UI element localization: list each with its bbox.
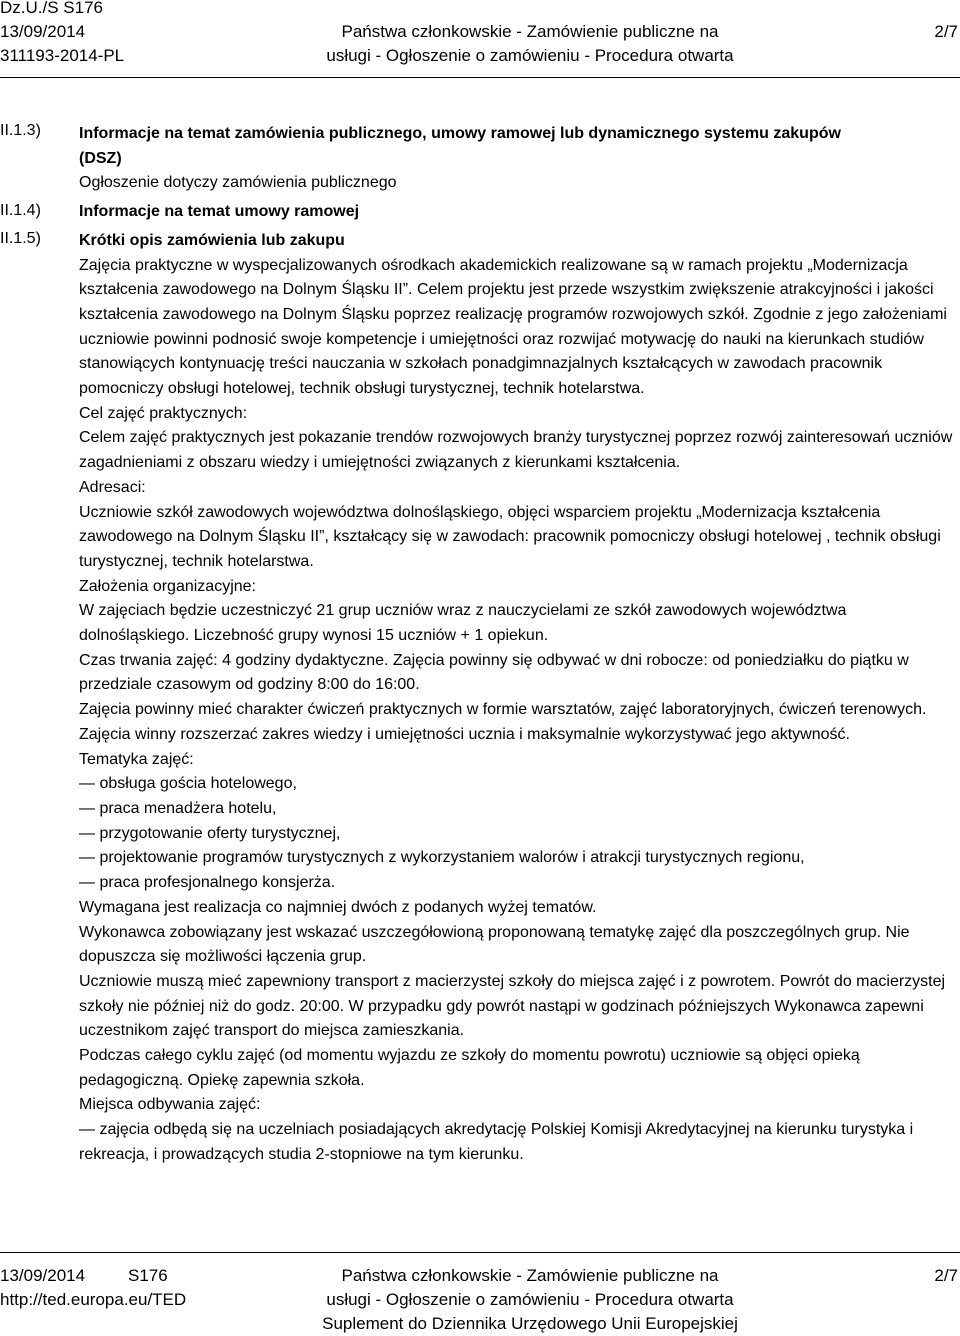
footer-title-line1: Państwa członkowskie - Zamówienie publiczne na [341,1266,719,1285]
page-footer [0,1252,960,1334]
journal-ref: Dz.U./S S176 [0,0,103,17]
heading-framework: Informacje na temat umowy ramowej [79,203,360,221]
heading-contract-info-line2: (DSZ) [79,149,122,167]
footer-series: S176 [128,1266,168,1285]
paragraph: Miejsca odbywania zajęć: [79,1096,261,1114]
page-header [0,0,960,72]
paragraph: Zajęcia praktyczne w wyspecjalizowanych ośrodkach akademickich realizowane są w ramach projektu „Modernizacja kształcenia zawodowego na Dolnym Śląsku II”. Celem projektu jest przede wszystkim zwiększenie atrakcyjności i jakości kształcenia zawodowego na Dolnym Śląsku poprzez realizację programów rozwojowych szkół. Zgodnie z jego założeniami uczniowie powinni podnosić swoje kompetencje i umiejętności oraz rozwijać motywację do nauki na kierunkach studiów stanowiących kontynuację treści nauczania w szkołach ponadgimnazjalnych kształcących w zawodach pracownik pomocniczy obsługi hotelowej, technik obsługi turystycznej, technik hotelarstwa. [79,256,947,398]
paragraph: Celem zajęć praktycznych jest pokazanie trendów rozwojowych branży turystycznej poprzez rozwój zainteresowań uczniów zagadnieniami z obszaru wiedzy i umiejętności związanych z kierunkami kształcenia. [79,429,953,472]
paragraph: Czas trwania zajęć: 4 godziny dydaktyczne. Zajęcia powinny się odbywać w dni robocze: od poniedziałku do piątku w przedziale czasowym od godziny 8:00 do 16:00. [79,651,909,694]
section-number-2-1-5: II.1.5) [0,230,41,247]
paragraph: Cel zajęć praktycznych: [79,404,248,422]
footer-url: http://ted.europa.eu/TED [0,1290,187,1309]
paragraph: Tematyka zajęć: [79,750,194,768]
paragraph: W zajęciach będzie uczestniczyć 21 grup uczniów wraz z nauczycielami ze szkół zawodowych województwa dolnośląskiego. Liczebność grupy wynosi 15 uczniów + 1 opiekun. [79,602,847,645]
heading-contract-info-line1: Informacje na temat zamówienia publicznego, umowy ramowej lub dynamicznego systemu zakupów [79,125,841,142]
footer-supplement: Suplement do Dziennika Urzędowego Unii Europejskiej [322,1314,738,1333]
section-number-2-1-3: II.1.3) [0,122,41,139]
notice-type: Ogłoszenie dotyczy zamówienia publicznego [79,174,397,192]
list-item: — przygotowanie oferty turystycznej, [79,824,341,842]
paragraph: Wykonawca zobowiązany jest wskazać uszczegółowioną proponowaną tematykę zajęć dla poszczególnych grup. Nie dopuszcza się możliwości łączenia grup. [79,923,910,966]
paragraph: Adresaci: [79,478,146,496]
heading-short-description: Krótki opis zamówienia lub zakupu [79,231,345,249]
paragraph: Uczniowie muszą mieć zapewniony transport z macierzystej szkoły do miejsca zajęć i z powrotem. Powrót do macierzystej szkoły nie później niż do godz. 20:00. W przypadku gdy powrót nastąpi w godzinach późniejszych Wykonawca zapewni uczestnikom zajęć transport do miejsca zamieszkania. [79,972,946,1040]
list-item: — zajęcia odbędą się na uczelniach posiadających akredytację Polskiej Komisji Akredytacyjnej na kierunku turystyka i rekreacja, i prowadzących studia 2-stopniowe na tym kierunku. [79,1121,914,1163]
footer-title-line2: usługi - Ogłoszenie o zamówieniu - Procedura otwarta [326,1290,734,1309]
header-title-line2: usługi - Ogłoszenie o zamówieniu - Procedura otwarta [326,46,734,65]
header-page-number: 2/7 [934,22,958,41]
section-number-2-1-4: II.1.4) [0,202,41,219]
heading-contract-info [79,122,957,171]
list-item: — obsługa gościa hotelowego, [79,775,297,793]
header-divider [0,77,960,78]
header-date: 13/09/2014 [0,22,86,41]
footer-page-number: 2/7 [934,1266,958,1285]
paragraph: Założenia organizacyjne: [79,577,256,595]
paragraph: Wymagana jest realizacja co najmniej dwóch z podanych wyżej tematów. [79,898,597,916]
paragraph: Podczas całego cyklu zajęć (od momentu wyjazdu ze szkoły do momentu powrotu) uczniowie są objęci opieką pedagogiczną. Opiekę zapewnia szkoła. [79,1047,860,1089]
list-item: — projektowanie programów turystycznych z wykorzystaniem walorów i atrakcji turystycznych regionu, [79,849,805,867]
footer-divider [0,1252,960,1253]
paragraph: Zajęcia powinny mieć charakter ćwiczeń praktycznych w formie warsztatów, zajęć laboratoryjnych, ćwiczeń terenowych. Zajęcia winny rozszerzać zakres wiedzy i umiejętności ucznia i maksymalnie wykorzystywać jego aktywność. [79,701,927,743]
notice-id: 311193-2014-PL [0,46,125,65]
paragraph: Uczniowie szkół zawodowych województwa dolnośląskiego, objęci wsparciem projektu „Modernizacja kształcenia zawodowego na Dolnym Śląsku II”, kształcący się w zawodach: pracownik pomocniczy obsługi hotelowej , technik obsługi turystycznej, technik hotelarstwa. [79,503,941,570]
list-item: — praca profesjonalnego konsjerża. [79,874,336,892]
footer-date: 13/09/2014 [0,1266,86,1285]
notice-content [79,122,957,1168]
header-title-line1: Państwa członkowskie - Zamówienie publiczne na [341,22,719,41]
list-item: — praca menadżera hotelu, [79,799,277,817]
